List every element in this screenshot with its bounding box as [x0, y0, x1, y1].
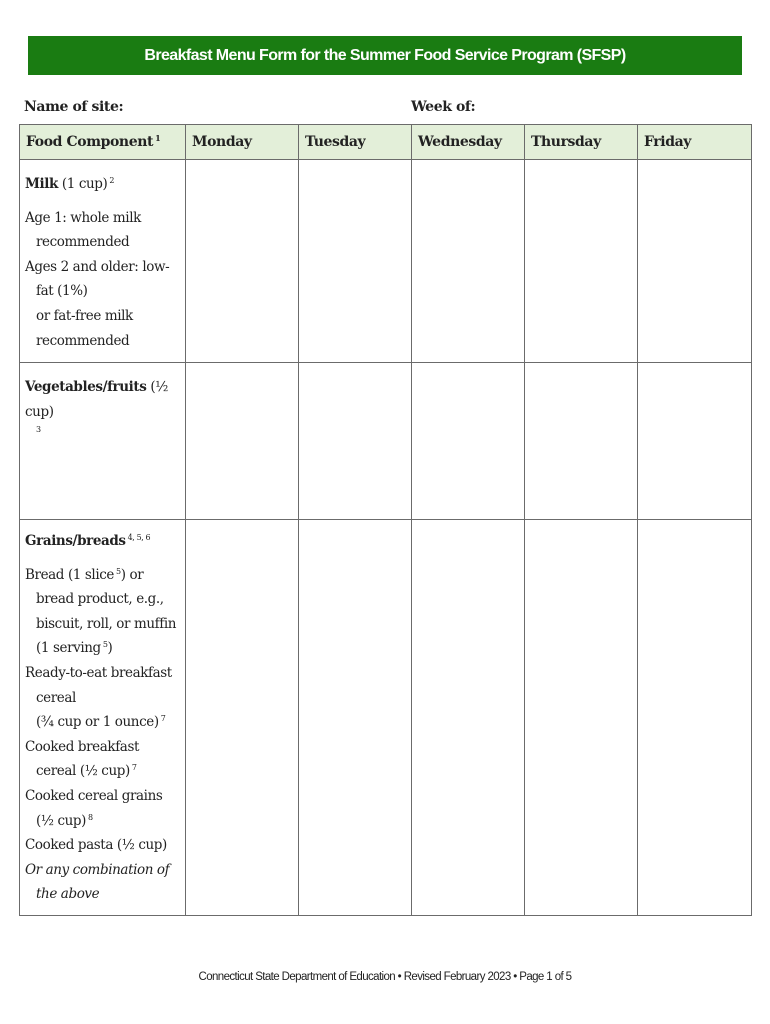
grains-cooked-grains-line: Cooked cereal grains (½ cup) $^8$	[25, 787, 163, 829]
milk-wednesday-cell[interactable]	[412, 160, 525, 363]
vegetables-row	[20, 363, 752, 520]
milk-tuesday-cell[interactable]	[299, 160, 412, 363]
footnote-marker: 3	[36, 425, 41, 435]
header-thursday: Thursday	[525, 125, 638, 160]
grains-bread-line: Bread (1 slice $^5$) or bread product, e.g., biscuit, roll, or muffin	[25, 566, 177, 632]
milk-component-cell	[20, 160, 186, 363]
grains-combination-line: Or any combination of the above	[25, 861, 170, 903]
week-of-label: Week of:	[411, 99, 476, 115]
footnote-marker: 7	[160, 714, 166, 724]
footnote-marker: 1	[155, 133, 161, 143]
veg-component-cell	[20, 363, 186, 520]
veg-wednesday-cell[interactable]	[412, 363, 525, 520]
grains-cereal-line: Ready-to-eat breakfast cereal	[25, 664, 172, 706]
grains-wednesday-cell[interactable]	[412, 520, 525, 916]
grains-serving-line: (1 serving $^5$)	[36, 640, 113, 657]
header-food-component: Food Component $^1$	[20, 125, 186, 160]
milk-line-age2: Ages 2 and older: low-fat (1%)	[25, 258, 170, 300]
footnote-marker: 8	[88, 812, 93, 822]
milk-line-age1: Age 1: whole milk recommended	[25, 209, 141, 251]
footnote-marker: 7	[131, 763, 137, 773]
milk-thursday-cell[interactable]	[525, 160, 638, 363]
header-monday: Monday	[186, 125, 299, 160]
form-title-banner	[28, 36, 742, 75]
grains-tuesday-cell[interactable]	[299, 520, 412, 916]
footnote-marker: 5	[102, 640, 108, 650]
grains-friday-cell[interactable]	[638, 520, 752, 916]
veg-friday-cell[interactable]	[638, 363, 752, 520]
menu-table	[19, 124, 752, 916]
form-title: Breakfast Menu Form for the Summer Food Service Program (SFSP)	[144, 46, 626, 64]
veg-tuesday-cell[interactable]	[299, 363, 412, 520]
veg-heading: Vegetables/fruits (½ cup)	[25, 379, 168, 420]
footnote-marker: 2	[109, 176, 115, 185]
footnote-marker: 4, 5, 6	[127, 533, 151, 542]
milk-heading: Milk (1 cup) $^2$	[25, 176, 115, 192]
milk-line-fatfree: or fat-free milk recommended	[36, 307, 133, 349]
milk-row	[20, 160, 752, 363]
grains-component-cell	[20, 520, 186, 916]
header-row	[20, 125, 752, 160]
header-wednesday: Wednesday	[412, 125, 525, 160]
site-name-label: Name of site:	[24, 99, 124, 115]
milk-monday-cell[interactable]	[186, 160, 299, 363]
veg-thursday-cell[interactable]	[525, 363, 638, 520]
milk-friday-cell[interactable]	[638, 160, 752, 363]
grains-heading: Grains/breads $^{4, 5, 6}$	[25, 533, 151, 549]
grains-cooked-cereal-line: Cooked breakfast cereal (½ cup) $^7$	[25, 738, 139, 780]
grains-pasta-line: Cooked pasta (½ cup)	[25, 837, 167, 854]
header-friday: Friday	[638, 125, 752, 160]
page-footer: Connecticut State Department of Education • Revised February 2023 • Page 1 of 5	[198, 971, 572, 983]
veg-monday-cell[interactable]	[186, 363, 299, 520]
grains-cereal-amount: (¾ cup or 1 ounce) $^7$	[36, 714, 166, 731]
footnote-marker: 5	[116, 566, 121, 576]
header-tuesday: Tuesday	[299, 125, 412, 160]
grains-row	[20, 520, 752, 916]
grains-thursday-cell[interactable]	[525, 520, 638, 916]
grains-monday-cell[interactable]	[186, 520, 299, 916]
